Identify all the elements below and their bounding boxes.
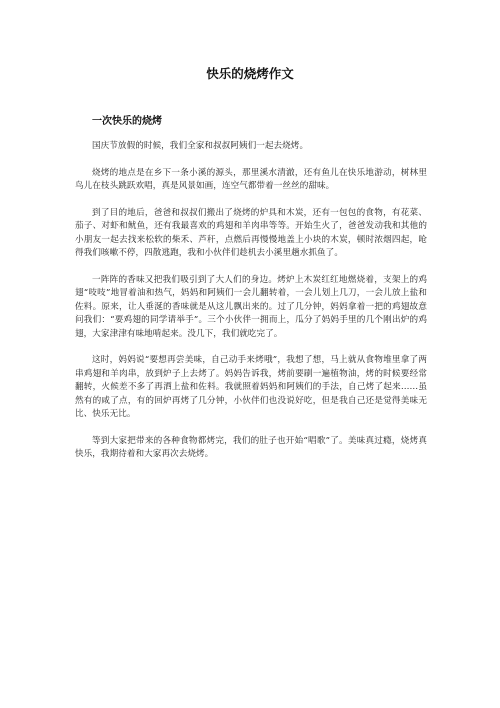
paragraph-grilling: 这时，妈妈说“要想再尝美味，自己动手来烤哦”，我想了想，马上就从食物堆里拿了两串鸡翅和羊肉串，放到炉子上去烤了。妈妈告诉我，烤前要刷一遍植物油，烤的时候要经常翻转，火候差不多了再洒上盐和佐料。我就照着妈妈和阿姨们的手法，自己烤了起来……虽然有的咸了点，有的回炉再烤了几分钟，小伙伴们也没说好吃，但是我自己还是觉得美味无比、快乐无比。 <box>75 355 427 419</box>
document-title: 快乐的烧烤作文 <box>206 66 294 81</box>
document-body <box>75 140 427 475</box>
paragraph-conclusion: 等到大家把带来的各种食物都烤完，我们的肚子也开始“唱歌”了。美味真过瘾，烧烤真快乐，我期待着和大家再次去烧烤。 <box>75 435 427 459</box>
paragraph-intro: 国庆节放假的时候，我们全家和叔叔阿姨们一起去烧烤。 <box>92 141 309 151</box>
section-heading: 一次快乐的烧烤 <box>92 116 162 127</box>
paragraph-setup: 到了目的地后，爸爸和叔叔们搬出了烧烤的炉具和木炭，还有一包包的食物，有花菜、茄子、对虾和鱿鱼，还有我最喜欢的鸡翅和羊肉串等等。开始生火了，爸爸发动我和其他的小朋友一起去找来松软的柴禾、芦秆，点燃后再慢慢地盖上小块的木炭，顿时浓烟四起，呛得我们咳嗽不停，四散逃跑，我和小伙伴们趁机去小溪里趟水抓鱼了。 <box>75 207 427 258</box>
paragraph-location: 烧烤的地点是在乡下一条小溪的源头，那里溪水清澈，还有鱼儿在快乐地游动，树林里鸟儿在枝头跳跃欢唱，真是风景如画，连空气都带着一丝丝的甜味。 <box>75 167 427 191</box>
paragraph-chicken-wings: 一阵阵的香味又把我们吸引到了大人们的身边。烤炉上木炭红红地燃烧着，支架上的鸡翅“吱吱”地冒着油和热气，妈妈和阿姨们一会儿翻转着，一会儿划上几刀，一会儿放上盐和佐料。原来，让人垂涎的香味就是从这儿飘出来的。过了几分钟，妈妈拿着一把的鸡翅故意问我们：“要鸡翅的同学请举手”。三个小伙伴一拥而上，瓜分了妈妈手里的几个刚出炉的鸡翅，大家津津有味地啃起来。没几下，我们就吃完了。 <box>75 274 427 339</box>
